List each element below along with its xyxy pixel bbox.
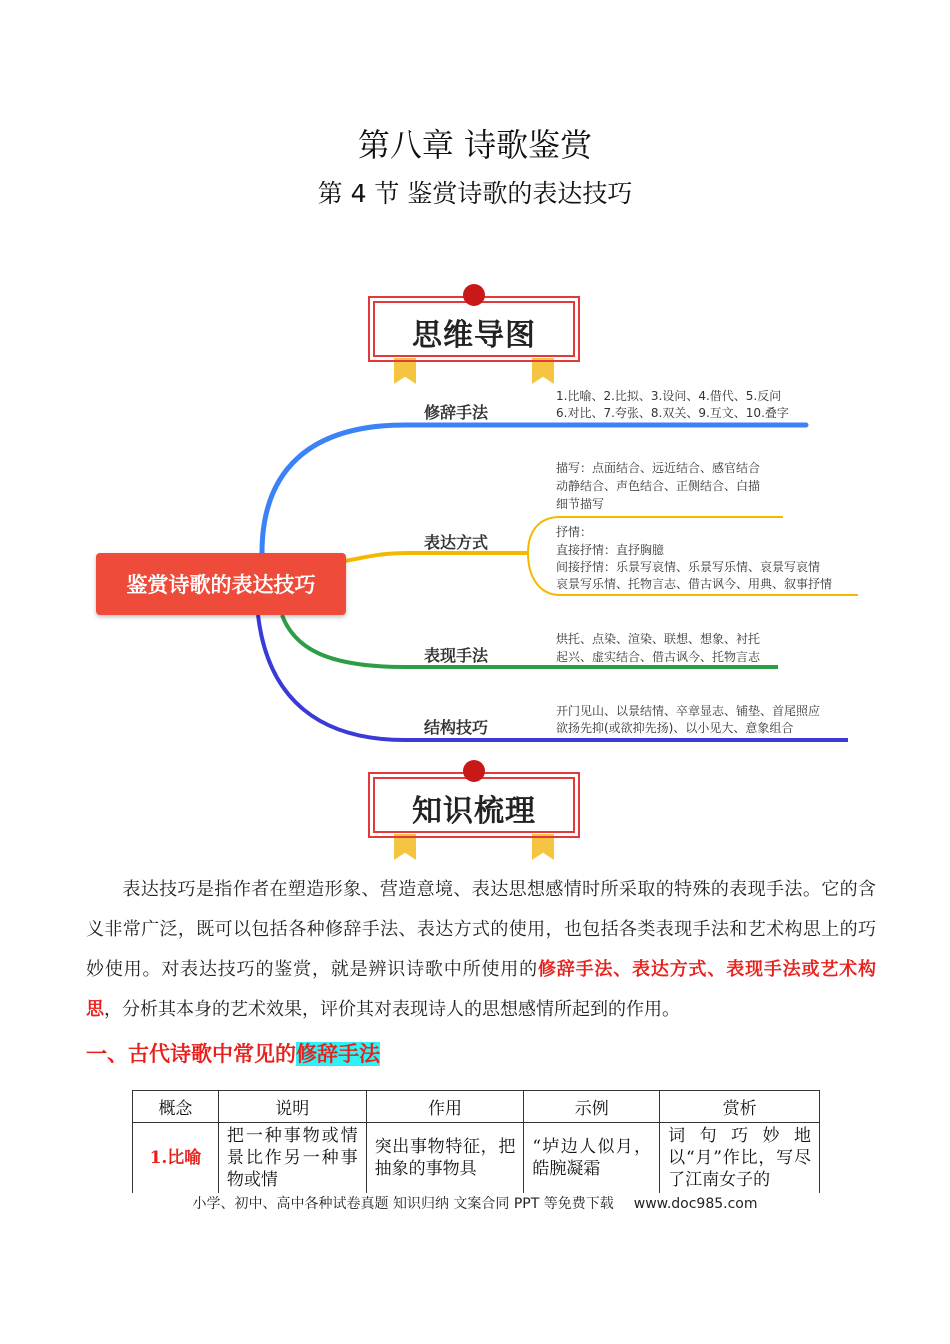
intro-text-2: ，分析其本身的艺术效果，评价其对表现诗人的思想感情所起到的作用。 — [104, 999, 680, 1020]
footer-text: 小学、初中、高中各种试卷真题 知识归纳 文案合同 PPT 等免费下载 — [192, 1196, 614, 1212]
table-cell: “垆边人似月，皓腕凝霜 — [524, 1123, 660, 1194]
section-title: 第 4 节 鉴赏诗歌的表达技巧 — [317, 179, 633, 208]
connector-expression — [330, 553, 528, 563]
intro-paragraph — [86, 870, 876, 1030]
leaf-expression-b3: 间接抒情：乐景写哀情、乐景写乐情、哀景写哀情 — [556, 560, 821, 574]
knowledge-banner — [368, 772, 580, 882]
table-cell: 词句巧妙地以“月”作比，写尽了江南女子的 — [660, 1123, 820, 1194]
table-cell: 把一种事物或情景比作另一种事物或情 — [218, 1123, 366, 1194]
leaf-rhetoric-2: 6.对比、7.夸张、8.双关、9.互文、10.叠字 — [556, 406, 789, 420]
table-header: 说明 — [218, 1091, 366, 1123]
leaf-expression-b2: 直接抒情：直抒胸臆 — [556, 543, 665, 557]
intro-text-1: 表达技巧是指作者在塑造形象、营造意境、表达思想感情时所采取的特殊的表现手法。它的含义非常广泛，既可以包括各种修辞手法、表达方式的使用，也包括各类表现手法和艺术构思上的巧妙使用。对表达技巧的鉴赏，就是辨识诗歌中所使用的 — [86, 879, 876, 980]
branch-structure-label: 结构技巧 — [424, 718, 489, 737]
leaf-rhetoric-1: 1.比喻、2.比拟、3.设问、4.借代、5.反问 — [556, 389, 782, 403]
table-header: 赏析 — [660, 1091, 820, 1123]
mindmap-banner — [368, 296, 580, 406]
leaf-expression-a2: 动静结合、声色结合、正侧结合、白描 — [556, 479, 761, 493]
page-footer — [0, 1193, 950, 1213]
section-heading — [86, 1038, 380, 1068]
table-header: 作用 — [366, 1091, 524, 1123]
leaf-expression-a3: 细节描写 — [556, 497, 605, 511]
branch-rhetoric-label: 修辞手法 — [424, 403, 489, 422]
table-header: 概念 — [133, 1091, 219, 1123]
table-header: 示例 — [524, 1091, 660, 1123]
leaf-expression-b1: 抒情： — [556, 525, 593, 539]
leaf-structure-1: 开门见山、以景结情、卒章显志、铺垫、首尾照应 — [556, 704, 821, 718]
table-header-row — [133, 1091, 820, 1123]
section-heading-prefix: 一、古代诗歌中常见的 — [86, 1042, 296, 1066]
footer-site-link[interactable]: www.doc985.com — [633, 1196, 758, 1212]
table-row — [133, 1123, 820, 1194]
rhetoric-table — [132, 1090, 820, 1194]
leaf-expression-b4: 哀景写乐情、托物言志、借古讽今、用典、叙事抒情 — [556, 577, 833, 591]
chapter-title: 第八章 诗歌鉴赏 — [357, 126, 593, 164]
mindmap-center-node: 鉴赏诗歌的表达技巧 — [96, 553, 346, 615]
leaf-technique-2: 起兴、虚实结合、借古讽今、托物言志 — [556, 650, 761, 664]
intro-text-highlight: 修辞手法、表达方式、表现手法或艺术构思 — [86, 959, 877, 1020]
knowledge-banner-title: 知识梳理 — [412, 794, 536, 829]
mindmap-banner-title: 思维导图 — [412, 318, 536, 353]
table-cell: 1.比喻 — [133, 1123, 219, 1194]
leaf-expression-a1: 描写：点面结合、远近结合、感官结合 — [556, 461, 761, 475]
leaf-technique-1: 烘托、点染、渲染、联想、想象、衬托 — [556, 632, 761, 646]
branch-technique-label: 表现手法 — [424, 646, 489, 665]
branch-expression-label: 表达方式 — [424, 533, 489, 552]
table-cell: 突出事物特征，把抽象的事物具 — [366, 1123, 524, 1194]
section-heading-highlight: 修辞手法 — [296, 1042, 380, 1066]
pin-icon — [463, 284, 485, 306]
pin-icon — [463, 760, 485, 782]
leaf-structure-2: 欲扬先抑(或欲抑先扬)、以小见大、意象组合 — [556, 721, 794, 735]
